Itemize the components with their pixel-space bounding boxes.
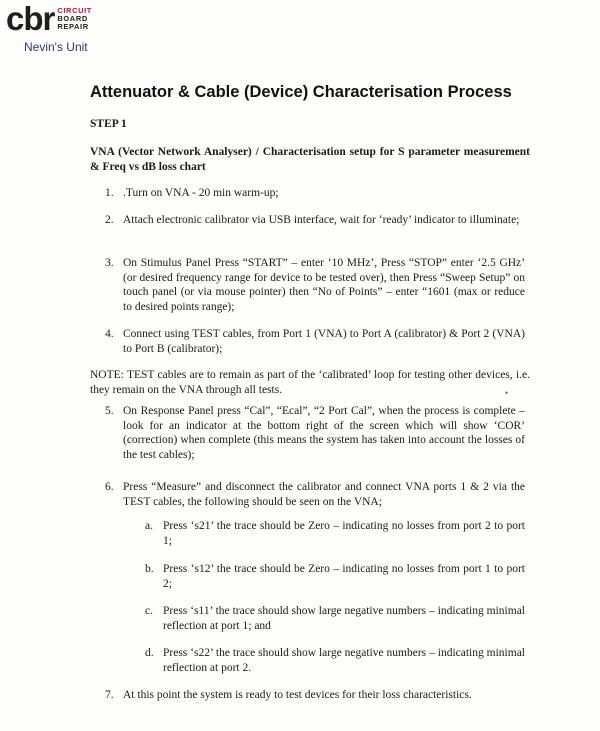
sub-list-item: c. Press ‘s11’ the trace should show large negative numbers – indicating minimal reflection at port 1; and (145, 605, 525, 632)
list-item: 7. At this point the system is ready to test devices for their loss characteristics. (105, 689, 472, 701)
section-subtitle: VNA (Vector Network Analyser) / Characterisation setup for S parameter measurement & Freq vs dB loss chart (90, 146, 530, 173)
logo-mark: cbr (6, 0, 55, 37)
unit-label: Nevin's Unit (24, 40, 88, 54)
list-item: 2. Attach electronic calibrator via USB interface, wait for ‘ready’ indicator to illuminate; (105, 214, 520, 226)
document-title: Attenuator & Cable (Device) Characterisation Process (90, 83, 512, 101)
list-item: 3. On Stimulus Panel Press “START” – enter ‘10 MHz’, Press “STOP” enter ‘2.5 GHz’ (or desired frequency range for device to be tested over), then Press “Sweep Setup” on touch panel (or via mouse pointer) then “No of Points” – enter “1601 (max or reduce to desired points range); (105, 257, 525, 313)
logo-line-1: CIRCUIT (57, 6, 92, 15)
sub-list-item: d. Press ‘s22’ the trace should show large negative numbers – indicating minimal reflection at port 2. (145, 647, 525, 674)
list-item: 5. On Response Panel press “Cal”, “Ecal”, “2 Port Cal”, when the process is complete – look for an indicator at the bottom right of the screen which will show ‘COR’ (correction) when complete (this means the system has taken into account the losses of the test cables); (105, 405, 525, 461)
sub-list-item: a. Press ‘s21’ the trace should be Zero – indicating no losses from port 2 to port 1; (145, 520, 525, 547)
step-heading: STEP 1 (90, 118, 127, 130)
list-item: 1. .Turn on VNA - 20 min warm-up; (105, 187, 279, 199)
note: NOTE: TEST cables are to remain as part of the ‘calibrated’ loop for testing other devices, i.e. they remain on the VNA through all tests. (90, 369, 530, 396)
list-item: 4. Connect using TEST cables, from Port 1 (VNA) to Port A (calibrator) & Port 2 (VNA) to Port B (calibrator); (105, 328, 525, 355)
sub-list-item: b. Press ‘s12’ the trace should be Zero – indicating no losses from port 1 to port 2; (145, 563, 525, 590)
logo-line-2: BOARD (57, 14, 88, 23)
logo-line-3: REPAIR (57, 22, 89, 31)
logo-words (57, 7, 92, 31)
logo (6, 0, 126, 54)
list-item: 6. Press “Measure” and disconnect the calibrator and connect VNA ports 1 & 2 via the TEST cables, the following should be seen on the VNA; (105, 481, 525, 508)
stray-mark: • (505, 388, 509, 398)
